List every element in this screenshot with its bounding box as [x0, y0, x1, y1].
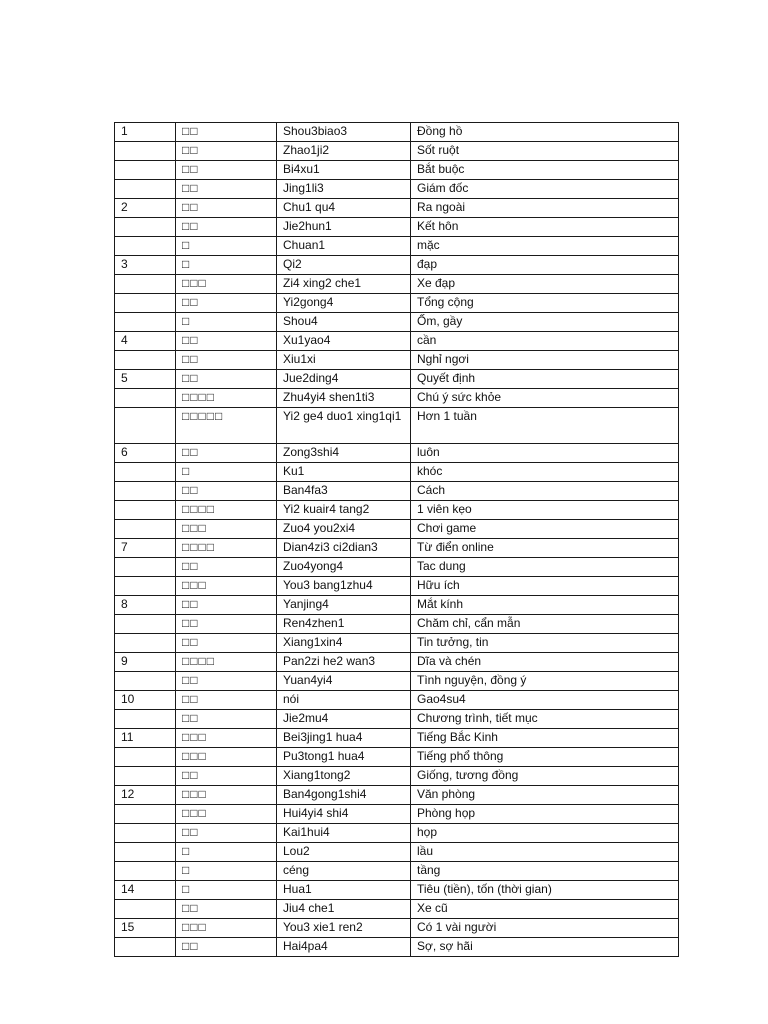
table-row: [115, 596, 679, 615]
table-row: [115, 332, 679, 351]
lesson-number-cell: [115, 294, 176, 313]
hanzi-cell: □□: [176, 218, 277, 237]
pinyin-cell: Chu1 qu4: [277, 199, 411, 218]
pinyin-cell: Hai4pa4: [277, 938, 411, 957]
meaning-cell: họp: [411, 824, 679, 843]
lesson-number-cell: [115, 180, 176, 199]
lesson-number-cell: 12: [115, 786, 176, 805]
pinyin-cell: Jiu4 che1: [277, 900, 411, 919]
meaning-cell: Đồng hồ: [411, 123, 679, 142]
hanzi-cell: □□□: [176, 520, 277, 539]
pinyin-cell: Ban4gong1shi4: [277, 786, 411, 805]
pinyin-cell: céng: [277, 862, 411, 881]
hanzi-cell: □□□: [176, 786, 277, 805]
lesson-number-cell: [115, 577, 176, 596]
lesson-number-cell: 11: [115, 729, 176, 748]
lesson-number-cell: 1: [115, 123, 176, 142]
table-row: [115, 748, 679, 767]
table-row: [115, 862, 679, 881]
hanzi-cell: □□: [176, 332, 277, 351]
hanzi-cell: □□: [176, 351, 277, 370]
hanzi-cell: □□□□: [176, 501, 277, 520]
lesson-number-cell: [115, 900, 176, 919]
table-row: [115, 351, 679, 370]
lesson-number-cell: [115, 634, 176, 653]
pinyin-cell: Xiang1tong2: [277, 767, 411, 786]
table-row: [115, 919, 679, 938]
meaning-cell: Xe cũ: [411, 900, 679, 919]
lesson-number-cell: [115, 351, 176, 370]
meaning-cell: tầng: [411, 862, 679, 881]
table-row: [115, 881, 679, 900]
table-row: [115, 577, 679, 596]
lesson-number-cell: 14: [115, 881, 176, 900]
table-row: [115, 710, 679, 729]
table-row: [115, 463, 679, 482]
meaning-cell: Chú ý sức khỏe: [411, 389, 679, 408]
hanzi-cell: □: [176, 256, 277, 275]
meaning-cell: Dĩa và chén: [411, 653, 679, 672]
table-row: [115, 539, 679, 558]
hanzi-cell: □□□: [176, 577, 277, 596]
lesson-number-cell: 10: [115, 691, 176, 710]
pinyin-cell: Zuo4yong4: [277, 558, 411, 577]
lesson-number-cell: 15: [115, 919, 176, 938]
meaning-cell: Ra ngoài: [411, 199, 679, 218]
meaning-cell: Chương trình, tiết mục: [411, 710, 679, 729]
pinyin-cell: Zong3shi4: [277, 444, 411, 463]
pinyin-cell: Dian4zi3 ci2dian3: [277, 539, 411, 558]
meaning-cell: Tiếng phổ thông: [411, 748, 679, 767]
table-row: [115, 142, 679, 161]
meaning-cell: Hữu ích: [411, 577, 679, 596]
meaning-cell: Sốt ruột: [411, 142, 679, 161]
hanzi-cell: □□: [176, 199, 277, 218]
pinyin-cell: Zuo4 you2xi4: [277, 520, 411, 539]
lesson-number-cell: 7: [115, 539, 176, 558]
lesson-number-cell: 5: [115, 370, 176, 389]
meaning-cell: Hơn 1 tuần: [411, 408, 679, 444]
hanzi-cell: □□□: [176, 729, 277, 748]
meaning-cell: Sợ, sợ hãi: [411, 938, 679, 957]
table-row: [115, 786, 679, 805]
hanzi-cell: □□: [176, 370, 277, 389]
table-row: [115, 691, 679, 710]
meaning-cell: Tiếng Bắc Kinh: [411, 729, 679, 748]
meaning-cell: Giống, tương đồng: [411, 767, 679, 786]
table-row: [115, 161, 679, 180]
meaning-cell: Xe đạp: [411, 275, 679, 294]
meaning-cell: Tình nguyện, đồng ý: [411, 672, 679, 691]
meaning-cell: lầu: [411, 843, 679, 862]
lesson-number-cell: [115, 482, 176, 501]
table-row: [115, 805, 679, 824]
hanzi-cell: □□: [176, 123, 277, 142]
pinyin-cell: Qi2: [277, 256, 411, 275]
hanzi-cell: □□□: [176, 275, 277, 294]
table-row: [115, 843, 679, 862]
lesson-number-cell: [115, 237, 176, 256]
hanzi-cell: □□: [176, 596, 277, 615]
hanzi-cell: □: [176, 881, 277, 900]
meaning-cell: Giám đốc: [411, 180, 679, 199]
lesson-number-cell: [115, 408, 176, 444]
table-row: [115, 482, 679, 501]
pinyin-cell: Hui4yi4 shi4: [277, 805, 411, 824]
hanzi-cell: □: [176, 313, 277, 332]
lesson-number-cell: 2: [115, 199, 176, 218]
pinyin-cell: Zi4 xing2 che1: [277, 275, 411, 294]
table-row: [115, 256, 679, 275]
pinyin-cell: Yi2 ge4 duo1 xing1qi1: [277, 408, 411, 444]
lesson-number-cell: [115, 843, 176, 862]
table-row: [115, 634, 679, 653]
pinyin-cell: Xiang1xin4: [277, 634, 411, 653]
hanzi-cell: □□: [176, 672, 277, 691]
pinyin-cell: Zhu4yi4 shen1ti3: [277, 389, 411, 408]
hanzi-cell: □□□□: [176, 653, 277, 672]
pinyin-cell: Pu3tong1 hua4: [277, 748, 411, 767]
meaning-cell: 1 viên kẹo: [411, 501, 679, 520]
meaning-cell: Phòng họp: [411, 805, 679, 824]
pinyin-cell: Ban4fa3: [277, 482, 411, 501]
lesson-number-cell: [115, 161, 176, 180]
lesson-number-cell: [115, 767, 176, 786]
lesson-number-cell: [115, 313, 176, 332]
lesson-number-cell: 9: [115, 653, 176, 672]
table-row: [115, 501, 679, 520]
pinyin-cell: Jie2hun1: [277, 218, 411, 237]
lesson-number-cell: [115, 501, 176, 520]
meaning-cell: cần: [411, 332, 679, 351]
meaning-cell: Tiêu (tiền), tốn (thời gian): [411, 881, 679, 900]
meaning-cell: khóc: [411, 463, 679, 482]
lesson-number-cell: 4: [115, 332, 176, 351]
hanzi-cell: □□: [176, 634, 277, 653]
table-row: [115, 313, 679, 332]
pinyin-cell: nói: [277, 691, 411, 710]
hanzi-cell: □□□□: [176, 539, 277, 558]
table-row: [115, 199, 679, 218]
hanzi-cell: □: [176, 843, 277, 862]
lesson-number-cell: [115, 142, 176, 161]
meaning-cell: Ốm, gầy: [411, 313, 679, 332]
hanzi-cell: □□□: [176, 748, 277, 767]
meaning-cell: Kết hôn: [411, 218, 679, 237]
table-row: [115, 180, 679, 199]
hanzi-cell: □□□□□: [176, 408, 277, 444]
table-row: [115, 389, 679, 408]
hanzi-cell: □□□□: [176, 389, 277, 408]
lesson-number-cell: [115, 275, 176, 294]
table-row: [115, 672, 679, 691]
table-row: [115, 615, 679, 634]
hanzi-cell: □: [176, 862, 277, 881]
pinyin-cell: Bei3jing1 hua4: [277, 729, 411, 748]
pinyin-cell: Yuan4yi4: [277, 672, 411, 691]
lesson-number-cell: [115, 710, 176, 729]
meaning-cell: Gao4su4: [411, 691, 679, 710]
table-row: [115, 444, 679, 463]
lesson-number-cell: [115, 672, 176, 691]
lesson-number-cell: 6: [115, 444, 176, 463]
lesson-number-cell: [115, 615, 176, 634]
table-row: [115, 900, 679, 919]
table-row: [115, 275, 679, 294]
meaning-cell: Tin tưởng, tin: [411, 634, 679, 653]
pinyin-cell: Ku1: [277, 463, 411, 482]
hanzi-cell: □□: [176, 142, 277, 161]
meaning-cell: Chơi game: [411, 520, 679, 539]
lesson-number-cell: [115, 389, 176, 408]
table-row: [115, 123, 679, 142]
table-row: [115, 237, 679, 256]
hanzi-cell: □□: [176, 900, 277, 919]
lesson-number-cell: [115, 862, 176, 881]
pinyin-cell: Zhao1ji2: [277, 142, 411, 161]
hanzi-cell: □□: [176, 482, 277, 501]
pinyin-cell: Xu1yao4: [277, 332, 411, 351]
hanzi-cell: □□: [176, 180, 277, 199]
table-row: [115, 294, 679, 313]
table-row: [115, 408, 679, 444]
lesson-number-cell: 8: [115, 596, 176, 615]
hanzi-cell: □□: [176, 824, 277, 843]
pinyin-cell: You3 bang1zhu4: [277, 577, 411, 596]
lesson-number-cell: [115, 520, 176, 539]
pinyin-cell: Ren4zhen1: [277, 615, 411, 634]
table-row: [115, 370, 679, 389]
hanzi-cell: □□: [176, 615, 277, 634]
lesson-number-cell: 3: [115, 256, 176, 275]
pinyin-cell: Jing1li3: [277, 180, 411, 199]
table-row: [115, 218, 679, 237]
pinyin-cell: Hua1: [277, 881, 411, 900]
meaning-cell: Từ điển online: [411, 539, 679, 558]
hanzi-cell: □□□: [176, 919, 277, 938]
pinyin-cell: You3 xie1 ren2: [277, 919, 411, 938]
hanzi-cell: □□: [176, 938, 277, 957]
lesson-number-cell: [115, 558, 176, 577]
hanzi-cell: □: [176, 463, 277, 482]
vocabulary-table: [114, 122, 679, 957]
pinyin-cell: Shou3biao3: [277, 123, 411, 142]
pinyin-cell: Bi4xu1: [277, 161, 411, 180]
pinyin-cell: Lou2: [277, 843, 411, 862]
pinyin-cell: Kai1hui4: [277, 824, 411, 843]
meaning-cell: mặc: [411, 237, 679, 256]
hanzi-cell: □□: [176, 444, 277, 463]
hanzi-cell: □□: [176, 710, 277, 729]
lesson-number-cell: [115, 805, 176, 824]
meaning-cell: Quyết định: [411, 370, 679, 389]
lesson-number-cell: [115, 218, 176, 237]
hanzi-cell: □□: [176, 767, 277, 786]
hanzi-cell: □□: [176, 294, 277, 313]
meaning-cell: Nghỉ ngơi: [411, 351, 679, 370]
pinyin-cell: Pan2zi he2 wan3: [277, 653, 411, 672]
hanzi-cell: □: [176, 237, 277, 256]
hanzi-cell: □□□: [176, 805, 277, 824]
table-row: [115, 938, 679, 957]
pinyin-cell: Jie2mu4: [277, 710, 411, 729]
meaning-cell: đạp: [411, 256, 679, 275]
meaning-cell: Có 1 vài người: [411, 919, 679, 938]
vocabulary-table-body: [115, 123, 679, 957]
pinyin-cell: Yi2 kuair4 tang2: [277, 501, 411, 520]
meaning-cell: luôn: [411, 444, 679, 463]
pinyin-cell: Chuan1: [277, 237, 411, 256]
table-row: [115, 729, 679, 748]
table-row: [115, 520, 679, 539]
meaning-cell: Cách: [411, 482, 679, 501]
meaning-cell: Tổng cộng: [411, 294, 679, 313]
pinyin-cell: Jue2ding4: [277, 370, 411, 389]
hanzi-cell: □□: [176, 691, 277, 710]
table-row: [115, 653, 679, 672]
pinyin-cell: Yi2gong4: [277, 294, 411, 313]
pinyin-cell: Xiu1xi: [277, 351, 411, 370]
lesson-number-cell: [115, 463, 176, 482]
pinyin-cell: Yanjing4: [277, 596, 411, 615]
meaning-cell: Tac dung: [411, 558, 679, 577]
table-row: [115, 824, 679, 843]
table-row: [115, 767, 679, 786]
lesson-number-cell: [115, 938, 176, 957]
lesson-number-cell: [115, 824, 176, 843]
meaning-cell: Văn phòng: [411, 786, 679, 805]
hanzi-cell: □□: [176, 558, 277, 577]
meaning-cell: Mắt kính: [411, 596, 679, 615]
hanzi-cell: □□: [176, 161, 277, 180]
table-row: [115, 558, 679, 577]
meaning-cell: Bắt buộc: [411, 161, 679, 180]
pinyin-cell: Shou4: [277, 313, 411, 332]
meaning-cell: Chăm chỉ, cẩn mẫn: [411, 615, 679, 634]
lesson-number-cell: [115, 748, 176, 767]
